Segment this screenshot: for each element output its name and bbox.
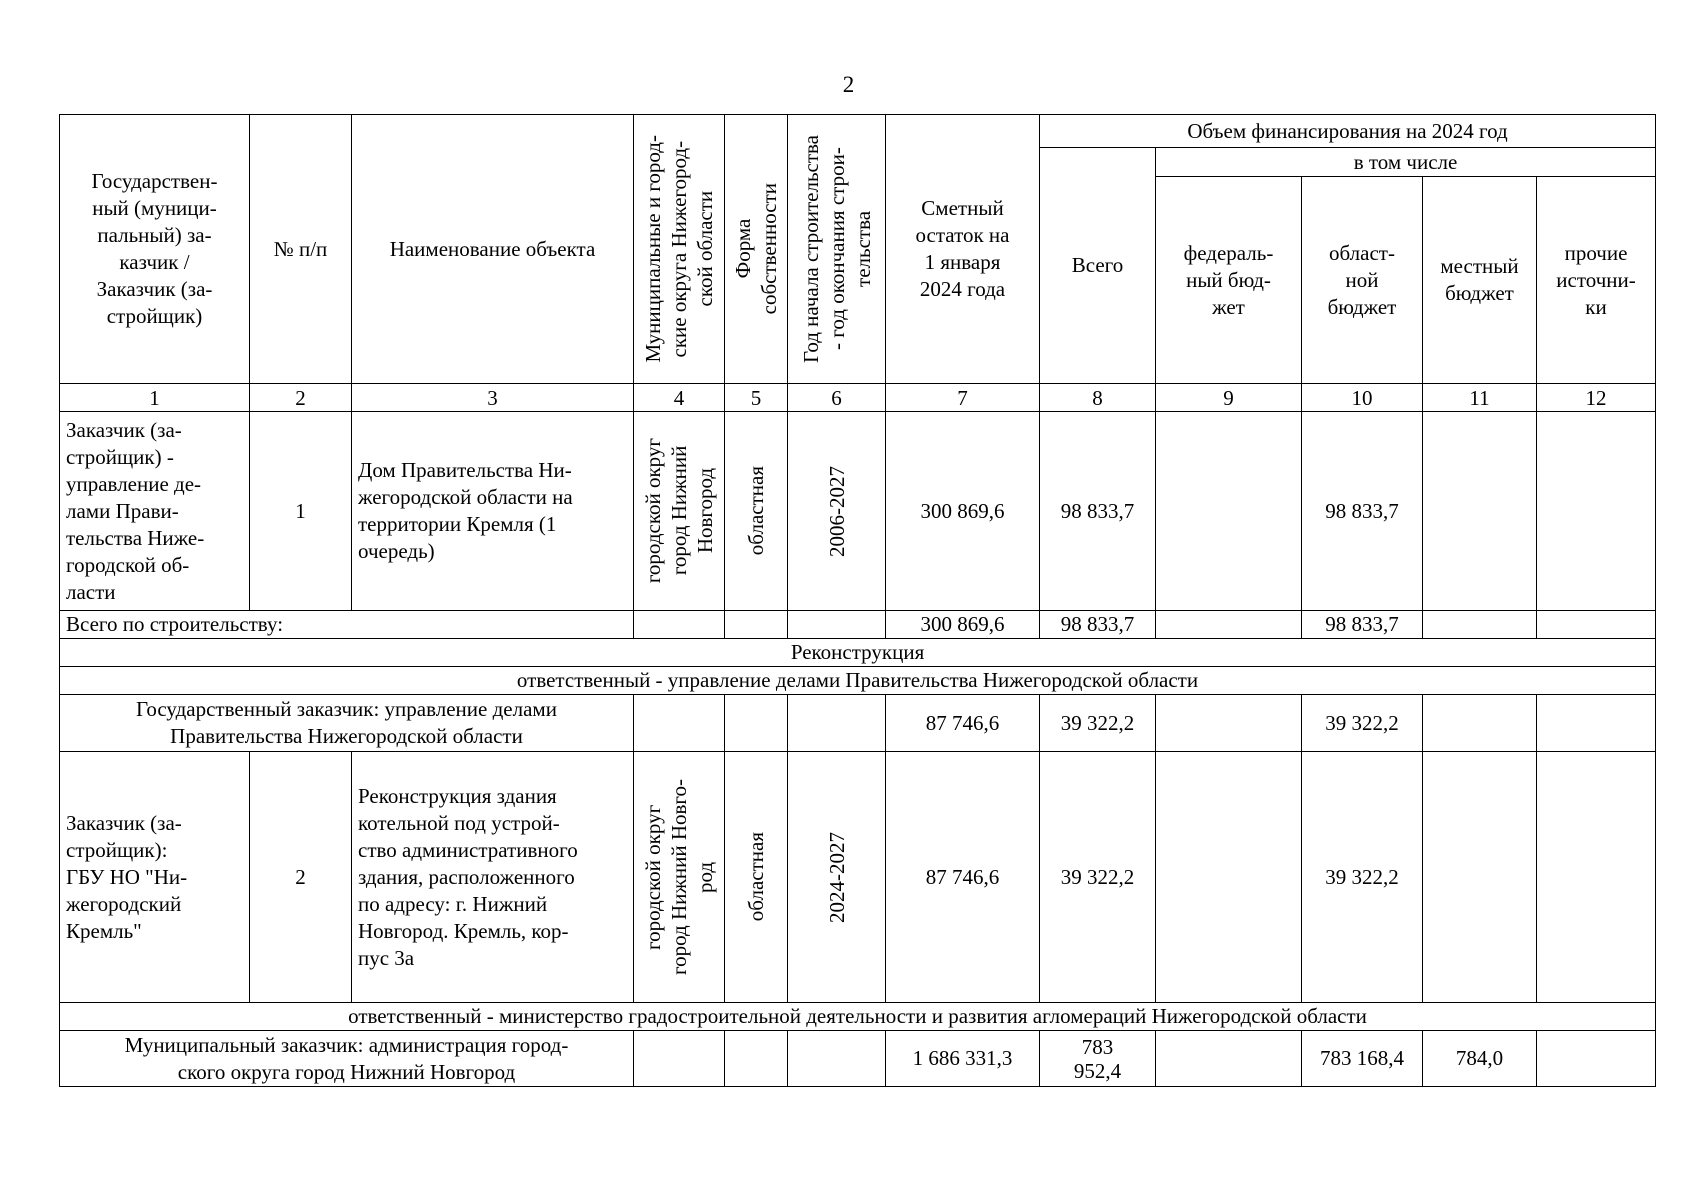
row1-municipality-text: городской округ город Нижний Новгород — [641, 438, 717, 584]
col-num-12: 12 — [1537, 384, 1656, 412]
header-estimate: Сметный остаток на 1 января 2024 года — [886, 115, 1040, 384]
table-row — [60, 412, 1656, 611]
state-customer-label: Государственный заказчик: управление делами Правительства Нижегородской области — [60, 695, 634, 752]
col-num-11: 11 — [1423, 384, 1537, 412]
row2-municipality-text: городской округ город Нижний Новго- род — [641, 779, 717, 975]
responsible-2: ответственный - министерство градостроительной деятельности и развития агломераций Нижегородской области — [60, 1003, 1656, 1031]
row2-regional: 39 322,2 — [1302, 752, 1423, 1003]
construction-total-estimate: 300 869,6 — [886, 611, 1040, 639]
row1-federal — [1156, 412, 1302, 611]
municipal-customer-local: 784,0 — [1423, 1031, 1537, 1087]
state-customer-total: 39 322,2 — [1040, 695, 1156, 752]
row1-ownership — [725, 412, 788, 611]
municipal-customer-row — [60, 1031, 1656, 1087]
responsible-1: ответственный - управление делами Правительства Нижегородской области — [60, 667, 1656, 695]
section-reconstruction: Реконструкция — [60, 639, 1656, 667]
header-including: в том числе — [1156, 148, 1656, 177]
row2-ownership — [725, 752, 788, 1003]
header-municipality — [634, 115, 725, 384]
header-years — [788, 115, 886, 384]
construction-total-label: Всего по строительству: — [60, 611, 634, 639]
table-row — [60, 752, 1656, 1003]
row2-total: 39 322,2 — [1040, 752, 1156, 1003]
row2-years — [788, 752, 886, 1003]
header-total: Всего — [1040, 148, 1156, 384]
section-row — [60, 639, 1656, 667]
row1-regional: 98 833,7 — [1302, 412, 1423, 611]
header-funding-title: Объем финансирования на 2024 год — [1040, 115, 1656, 148]
row2-estimate: 87 746,6 — [886, 752, 1040, 1003]
row1-local — [1423, 412, 1537, 611]
col-num-5: 5 — [725, 384, 788, 412]
col-num-8: 8 — [1040, 384, 1156, 412]
row1-municipality — [634, 412, 725, 611]
header-object-name: Наименование объекта — [352, 115, 634, 384]
responsible-row — [60, 1003, 1656, 1031]
construction-total-row — [60, 611, 1656, 639]
state-customer-estimate: 87 746,6 — [886, 695, 1040, 752]
header-local: местный бюджет — [1423, 177, 1537, 384]
header-customer: Государствен- ный (муници- пальный) за- казчик / Заказчик (за- стройщик) — [60, 115, 250, 384]
municipal-customer-regional: 783 168,4 — [1302, 1031, 1423, 1087]
row1-object-name: Дом Правительства Ни- жегородской области на территории Кремля (1 очередь) — [352, 412, 634, 611]
municipal-customer-label: Муниципальный заказчик: администрация город- ского округа город Нижний Новгород — [60, 1031, 634, 1087]
header-federal: федераль- ный бюд- жет — [1156, 177, 1302, 384]
col-num-10: 10 — [1302, 384, 1423, 412]
col-num-7: 7 — [886, 384, 1040, 412]
row2-customer: Заказчик (за- стройщик): ГБУ НО "Ни- жегородский Кремль" — [60, 752, 250, 1003]
row2-municipality — [634, 752, 725, 1003]
financing-table — [59, 114, 1656, 1087]
col-num-6: 6 — [788, 384, 886, 412]
row1-other — [1537, 412, 1656, 611]
header-ownership-text: Форма собственности — [731, 183, 781, 315]
col-num-2: 2 — [250, 384, 352, 412]
row1-years — [788, 412, 886, 611]
responsible-row — [60, 667, 1656, 695]
row1-years-text: 2006-2027 — [824, 465, 849, 557]
header-num: № п/п — [250, 115, 352, 384]
header-years-text: Год начала строительства - год окончания строи- тельства — [798, 135, 875, 363]
row1-num: 1 — [250, 412, 352, 611]
row1-estimate: 300 869,6 — [886, 412, 1040, 611]
header-municipality-text: Муниципальные и город- ские округа Нижегород- ской области — [641, 135, 717, 363]
header-row-1 — [60, 115, 1656, 148]
column-numbers-row — [60, 384, 1656, 412]
state-customer-row — [60, 695, 1656, 752]
row1-total: 98 833,7 — [1040, 412, 1156, 611]
row2-num: 2 — [250, 752, 352, 1003]
col-num-4: 4 — [634, 384, 725, 412]
row1-ownership-text: областная — [744, 466, 768, 556]
row1-customer: Заказчик (за- стройщик) - управление де- лами Прави- тельства Ниже- городской об- ласти — [60, 412, 250, 611]
municipal-customer-total: 783 952,4 — [1040, 1031, 1156, 1087]
state-customer-regional: 39 322,2 — [1302, 695, 1423, 752]
col-num-1: 1 — [60, 384, 250, 412]
row2-ownership-text: областная — [744, 832, 768, 922]
header-other: прочие источни- ки — [1537, 177, 1656, 384]
header-ownership — [725, 115, 788, 384]
construction-total-total: 98 833,7 — [1040, 611, 1156, 639]
col-num-9: 9 — [1156, 384, 1302, 412]
header-regional: област- ной бюджет — [1302, 177, 1423, 384]
row2-object-name: Реконструкция здания котельной под устрой- ство административного здания, расположенного по адресу: г. Нижний Новгород. Кремль, кор- пус 3а — [352, 752, 634, 1003]
municipal-customer-estimate: 1 686 331,3 — [886, 1031, 1040, 1087]
page-number: 2 — [842, 72, 855, 97]
col-num-3: 3 — [352, 384, 634, 412]
construction-total-regional: 98 833,7 — [1302, 611, 1423, 639]
row2-years-text: 2024-2027 — [824, 831, 849, 923]
